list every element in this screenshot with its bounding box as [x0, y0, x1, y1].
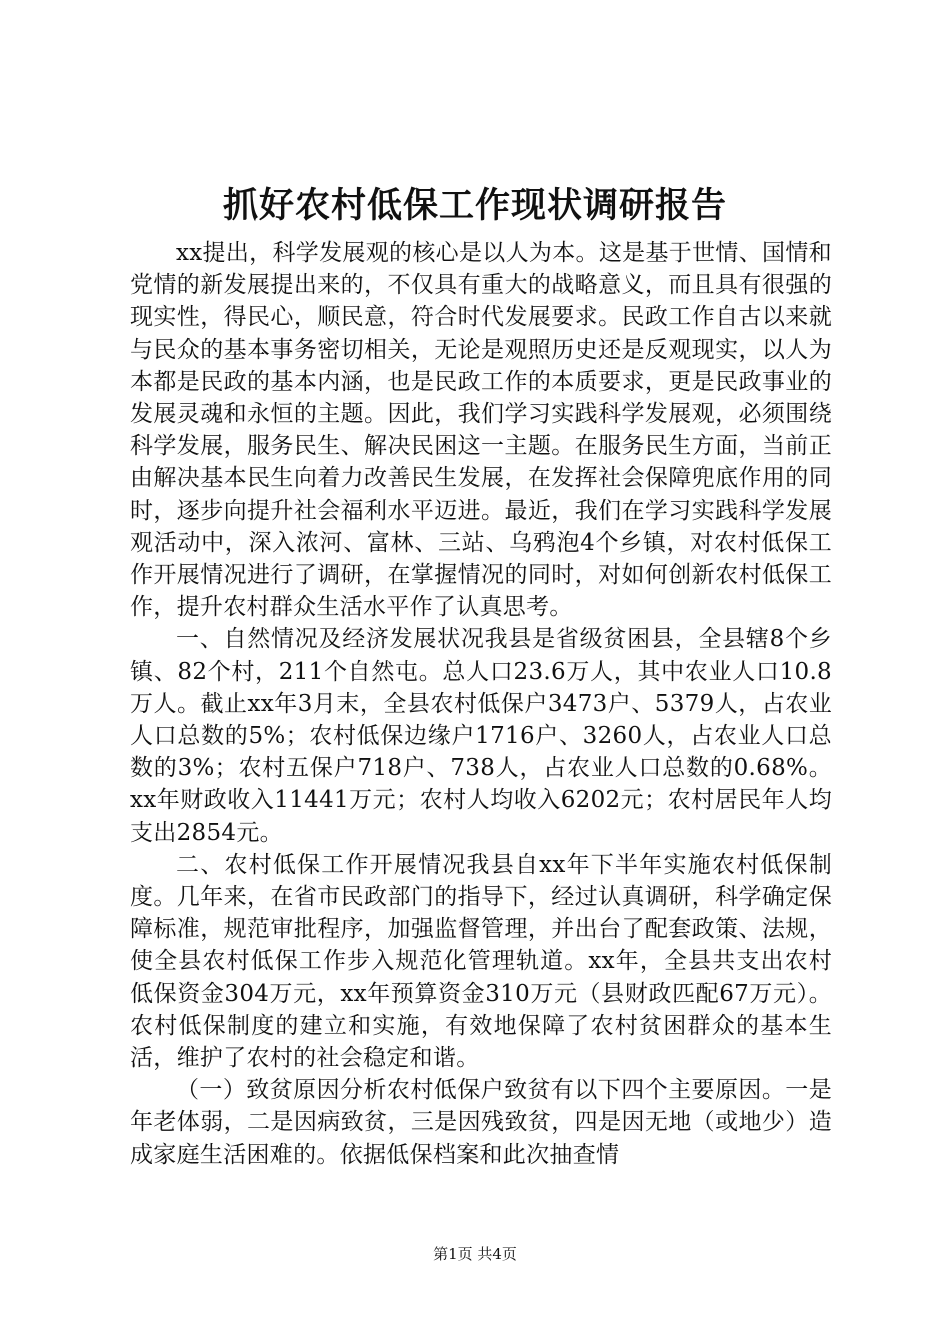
paragraph-subsection-1: （一）致贫原因分析农村低保户致贫有以下四个主要原因。一是年老体弱，二是因病致贫，三是因残致贫，四是因无地（或地少）造成家庭生活困难的。依据低保档案和此次抽查情	[130, 1077, 832, 1168]
paragraph-section-2: 二、农村低保工作开展情况我县自xx年下半年实施农村低保制度。几年来，在省市民政部门的指导下，经过认真调研，科学确定保障标准，规范审批程序，加强监督管理，并出台了配套政策、法规，使全县农村低保工作步入规范化管理轨道。xx年，全县共支出农村低保资金304万元，xx年预算资金310万元（县财政匹配67万元）。农村低保制度的建立和实施，有效地保障了农村贫困群众的基本生活，维护了农村的社会稳定和谐。	[130, 851, 832, 1072]
document-body	[130, 237, 832, 1171]
paragraph-section-1: 一、自然情况及经济发展状况我县是省级贫困县，全县辖8个乡镇、82个村，211个自然屯。总人口23.6万人，其中农业人口10.8万人。截止xx年3月末，全县农村低保户3473户、5379人，占农业人口总数的5%；农村低保边缘户1716户、3260人，占农业人口总数的3%；农村五保户718户、738人，占农业人口总数的0.68%。xx年财政收入11441万元；农村人均收入6202元；农村居民年人均支出2854元。	[130, 626, 832, 846]
paragraph-intro: xx提出，科学发展观的核心是以人为本。这是基于世情、国情和党情的新发展提出来的，不仅具有重大的战略意义，而且具有很强的现实性，得民心，顺民意，符合时代发展要求。民政工作自古以来就与民众的基本事务密切相关，无论是观照历史还是反观现实，以人为本都是民政的基本内涵，也是民政工作的本质要求，更是民政事业的发展灵魂和永恒的主题。因此，我们学习实践科学发展观，必须围绕科学发展，服务民生、解决民困这一主题。在服务民生方面，当前正由解决基本民生向着力改善民生发展，在发挥社会保障兜底作用的同时，逐步向提升社会福利水平迈进。最近，我们在学习实践科学发展观活动中，深入浓河、富林、三站、乌鸦泡4个乡镇，对农村低保工作开展情况进行了调研，在掌握情况的同时，对如何创新农村低保工作，提升农村群众生活水平作了认真思考。	[130, 240, 832, 621]
page-number-footer: 第1页 共4页	[433, 1245, 517, 1263]
document-title: 抓好农村低保工作现状调研报告	[222, 186, 727, 226]
